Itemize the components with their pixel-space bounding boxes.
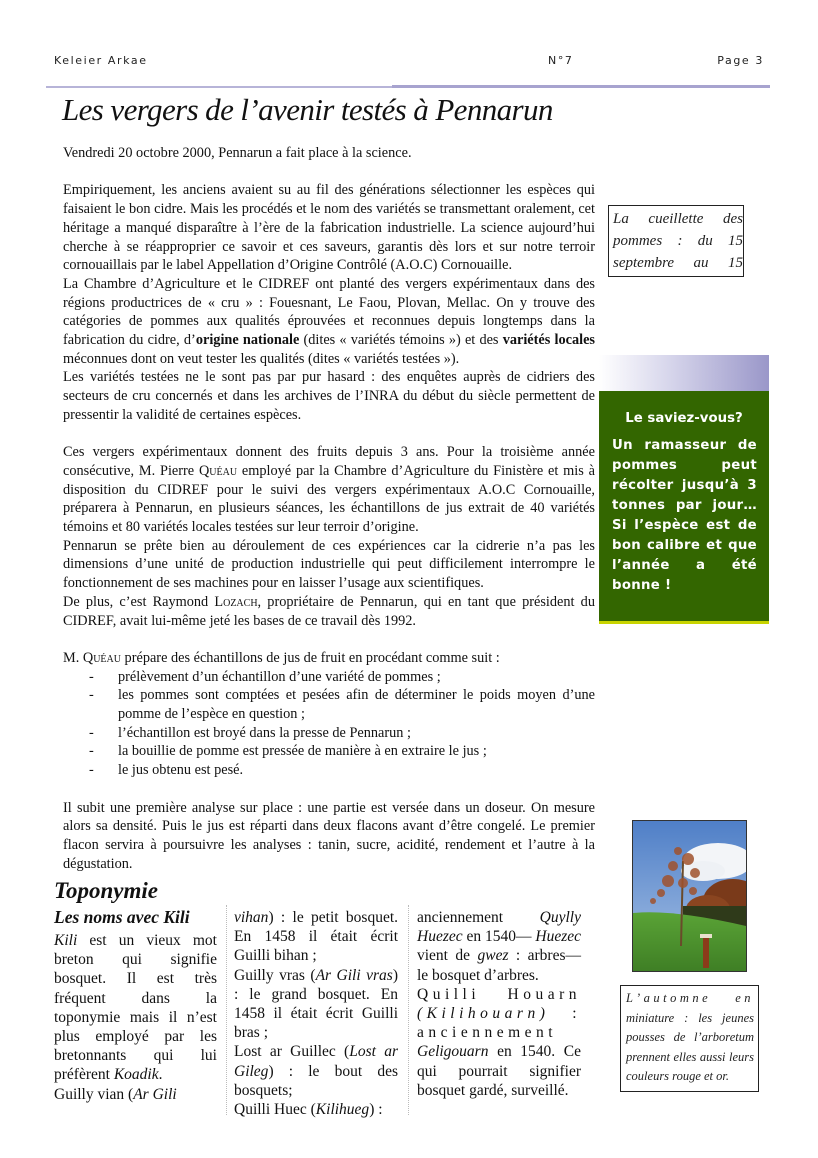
article-paragraph: Empiriquement, les anciens avaient su au fil des générations sélectionner les espèces qui faisaient le bon cidre. Mais les procédés et le nom des variétés se transmettant oralement, cet héritage a manqué disparaître à l’ère de la fabrication industrielle. La science aujourd’hui cherche à se réapproprier ce savoir et ces saveurs, garantis dès lors et sur notre terroir cornouaillais par le label Appellation d’Origine Contrôlé (A.O.C) Cornouaille. xyxy=(63,182,595,274)
list-item: - le jus obtenu est pesé. xyxy=(85,761,595,780)
article-body xyxy=(63,144,595,873)
page-number: Page 3 xyxy=(717,54,764,67)
issue-number: N°7 xyxy=(548,54,574,67)
caption-text: miniature : les jeunes pousses de l’arboretum prennent elles aussi leurs couleurs rouge et or. xyxy=(626,1010,754,1083)
did-you-know-box xyxy=(599,391,769,624)
toponymie-column-2: vihan) : le petit bosquet. En 1458 il était écrit Guilli bihan ; Guilly vras (Ar Gili vras) : le grand bosquet. En 1458 il était écrit Guilli bras ; Lost ar Guillec (Lost ar Gileg) : le bout des bosquets; Quilli Huec (Kilihueg) : xyxy=(234,909,398,1119)
sidebar-title: Le saviez-vous? xyxy=(625,411,743,426)
article-paragraph: Pennarun se prête bien au déroulement de ces expériences car la cidrerie n’a pas les dimensions d’une unité de production industrielle qui peut difficilement interrompre le fonctionnement de ses machines pour en laisser l’usage aux scientifiques. xyxy=(63,537,595,592)
section-title: Toponymie xyxy=(54,878,158,903)
section-subtitle: Les noms avec Kili xyxy=(54,907,190,927)
tree-photo-icon xyxy=(633,821,746,971)
toponymie-column-3: anciennement Quylly Huezec en 1540— Huezec vient de gwez : arbres— le bosquet d’arbres. Quilli Houarn (Kilihouarn) : anciennement Geligouarn en 1540. Ce qui pourrait signifier bosquet gardé, surveillé. xyxy=(417,909,582,1099)
article-title: Les vergers de l’avenir testés à Pennarun xyxy=(62,92,553,127)
sidebar-text: Un ramasseur de pommes peut récolter jusqu’à 3 tonnes par jour… Si l’espèce est de bon calibre et que l’année a été bonne ! xyxy=(612,438,757,593)
arboretum-photo xyxy=(632,820,747,972)
list-item: - prélèvement d’un échantillon d’une variété de pommes ; xyxy=(85,668,595,687)
article-date-line: Vendredi 20 octobre 2000, Pennarun a fait place à la science. xyxy=(63,145,412,161)
person-name: Lozach xyxy=(214,593,258,610)
article-paragraph: Il subit une première analyse sur place : une partie est versée dans un doseur. On mesure alors sa densité. Puis le jus est réparti dans deux flacons avant d’être congelé. Le premier flacon servira à poursuivre les analyses : tanin, sucre, acidité, rendement et l’autre à la dégustation. xyxy=(63,799,595,872)
list-item: - les pommes sont comptées et pesées afin de déterminer le poids moyen d’une pomme de l’espèce en question ; xyxy=(85,686,595,723)
toponymie-column-1: Kili est un vieux mot breton qui signifie bosquet. Il est très fréquent dans la toponymie mais il n’est plus employé par les bretonnants qui lui préfèrent Koadik. Guilly vian (Ar Gili xyxy=(54,932,217,1103)
header-rule-accent xyxy=(392,85,770,88)
article-paragraph: Ces vergers expérimentaux donnent des fruits depuis 3 ans. Pour la troisième année consécutive, M. Pierre Quéau employé par la Chambre d’Agriculture du Finistère et mis à disposition du CIDREF pour le suivi des vergers expérimentaux A.O.C Cornouaille, préparera à Pennarun, en plusieurs séances, les échantillons de jus extrait de 40 variétés témoins et 80 variétés locales testées sur leur terroir d’origine. xyxy=(63,444,595,536)
caption-first-line: L’automne en xyxy=(626,991,754,1005)
column-divider xyxy=(408,905,410,1115)
column-divider xyxy=(226,905,228,1115)
pull-quote-box: La cueillette des pommes : du 15 septembre au 15 xyxy=(608,205,744,277)
person-name: Quéau xyxy=(82,649,121,666)
article-paragraph: De plus, c’est Raymond Lozach, propriétaire de Pennarun, qui en tant que président du CIDREF, avait lui-même jeté les bases de ce travail dès 1992. xyxy=(63,593,595,629)
person-name: Quéau xyxy=(198,462,238,479)
article-paragraph: M. Quéau prépare des échantillons de jus de fruit en procédant comme suit : xyxy=(63,649,500,666)
procedure-list xyxy=(63,668,595,780)
list-item: - l’échantillon est broyé dans la presse de Pennarun ; xyxy=(85,724,595,743)
photo-caption-box xyxy=(620,985,759,1092)
article-paragraph: Les variétés testées ne le sont pas par pur hasard : des enquêtes auprès de cidriers des secteurs de cru concernés et dans les archives de l’INRA du début du siècle permettent de pressentir la validité de certaines espèces. xyxy=(63,369,595,423)
publication-name: Keleier Arkae xyxy=(54,54,148,67)
article-paragraph: La Chambre d’Agriculture et le CIDREF ont planté des vergers expérimentaux dans des régions productrices de « cru » : Fouesnant, Le Faou, Plovan, Mellac. On y trouve des catégories de pommes aux qualités éprouvées et reconnues depuis longtemps dans la fabrication du cidre, d’origine nationale (dites « variétés témoins ») et des variétés locales méconnues dont on veut tester les qualités (dites « variétés testées »). xyxy=(63,275,595,367)
list-item: - la bouillie de pomme est pressée de manière à en extraire le jus ; xyxy=(85,742,595,761)
sidebar-gradient-band xyxy=(599,355,769,391)
